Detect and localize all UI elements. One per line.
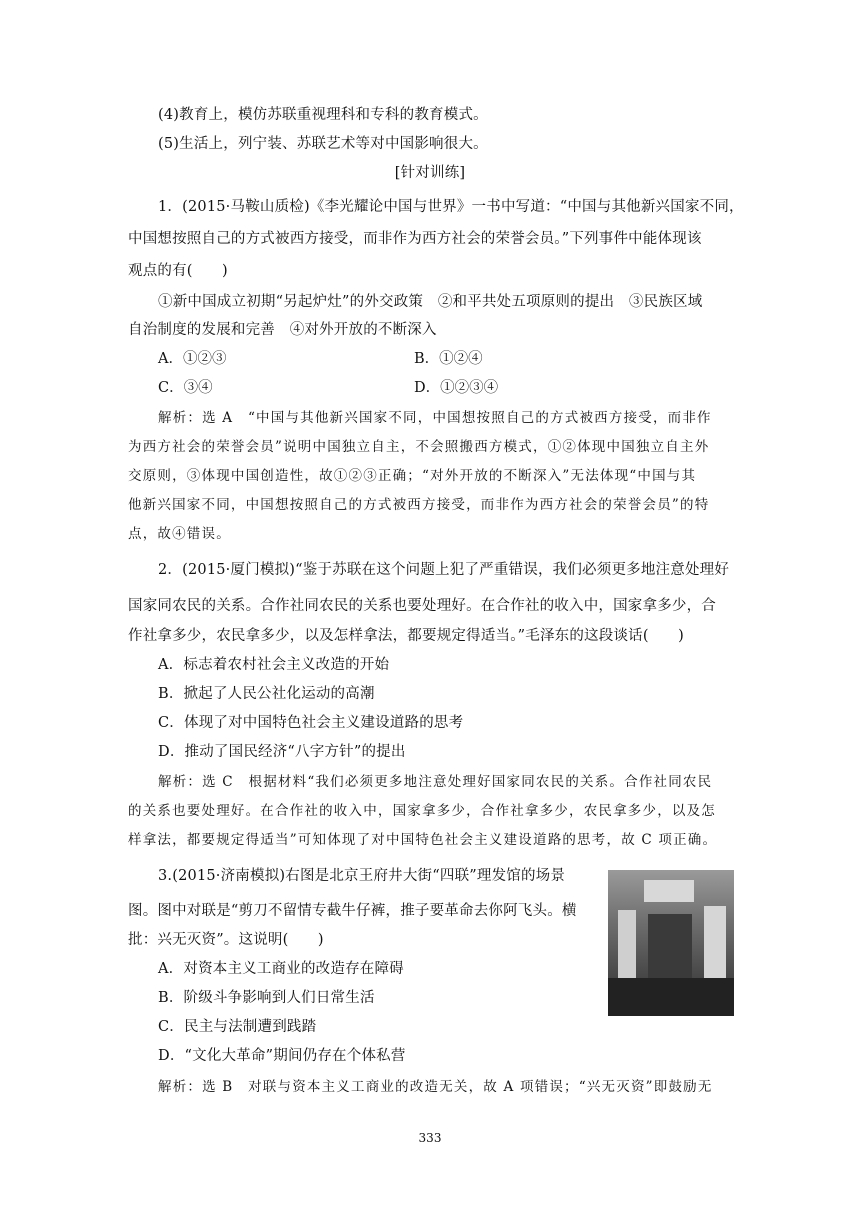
q1-option-a: A．①②③ — [158, 351, 227, 367]
q3-stem-2: 图。图中对联是“剪刀不留情专截牛仔裤，推子要革命去你阿飞头。横 — [128, 903, 577, 919]
q2-stem-1: 2．(2015·厦门模拟)“鉴于苏联在这个问题上犯了严重错误，我们必须更多地注意处理好 — [158, 562, 730, 578]
q1-stem-2: 中国想按照自己的方式被西方接受，而非作为西方社会的荣誉会员。”下列事件中能体现该 — [128, 231, 702, 247]
intro-line-5: (5)生活上，列宁装、苏联艺术等对中国影响很大。 — [158, 136, 488, 152]
q1-option-d: D．①②③④ — [414, 380, 499, 396]
q3-option-d: D．“文化大革命”期间仍存在个体私营 — [158, 1048, 406, 1064]
q1-item-line-1: ①新中国成立初期“另起炉灶”的外交政策 ②和平共处五项原则的提出 ③民族区域 — [158, 294, 703, 310]
q3-stem-3: 批：兴无灭资”。这说明( ) — [128, 932, 324, 948]
q2-option-d: D．推动了国民经济“八字方针”的提出 — [158, 744, 406, 760]
page-number: 333 — [418, 1131, 442, 1145]
q2-option-c: C．体现了对中国特色社会主义建设道路的思考 — [158, 715, 464, 731]
q3-stem-1: 3.(2015·济南模拟)右图是北京王府井大街“四联”理发馆的场景 — [158, 868, 566, 884]
q1-option-c: C．③④ — [158, 380, 213, 396]
q1-stem-1: 1．(2015·马鞍山质检)《李光耀论中国与世界》一书中写道：“中国与其他新兴国家不同， — [158, 199, 744, 215]
photo-couplet-left — [618, 910, 636, 986]
q1-option-b: B．①②④ — [414, 351, 483, 367]
q1-item-line-2: 自治制度的发展和完善 ④对外开放的不断深入 — [128, 322, 437, 338]
q2-option-a: A．标志着农村社会主义改造的开始 — [158, 657, 390, 673]
photo-crowd — [608, 978, 734, 1016]
q2-stem-3: 作社拿多少，农民拿多少，以及怎样拿法，都要规定得适当。”毛泽东的这段谈话( ) — [128, 628, 684, 644]
q3-analysis-1: 解析：选 B 对联与资本主义工商业的改造无关，故 A 项错误；“兴无灭资”即鼓励无 — [158, 1079, 713, 1095]
q1-analysis-5: 点，故④错误。 — [128, 526, 231, 542]
q2-option-b: B．掀起了人民公社化运动的高潮 — [158, 686, 375, 702]
q1-analysis-1: 解析：选 A “中国与其他新兴国家不同，中国想按照自己的方式被西方接受，而非作 — [158, 410, 712, 426]
q1-analysis-2: 为西方社会的荣誉会员”说明中国独立自主，不会照搬西方模式，①②体现中国独立自主外 — [128, 439, 710, 455]
q2-analysis-1: 解析：选 C 根据材料“我们必须更多地注意处理好国家同农民的关系。合作社同农民 — [158, 774, 713, 790]
q3-option-a: A．对资本主义工商业的改造存在障碍 — [158, 961, 404, 977]
q3-option-c: C．民主与法制遭到践踏 — [158, 1019, 317, 1035]
photo-shop-sign — [644, 880, 694, 902]
q1-analysis-4: 他新兴国家不同，中国想按照自己的方式被西方接受，而非作为西方社会的荣誉会员”的特 — [128, 497, 710, 513]
q1-analysis-3: 交原则，③体现中国创造性，故①②③正确；“对外开放的不断深入”无法体现“中国与其 — [128, 468, 697, 484]
q2-stem-2: 国家同农民的关系。合作社同农民的关系也要处理好。在合作社的收入中，国家拿多少，合 — [128, 598, 716, 614]
q1-stem-3: 观点的有( ) — [128, 263, 228, 279]
photo-doorway — [648, 914, 692, 984]
q2-analysis-2: 的关系也要处理好。在合作社的收入中，国家拿多少，合作社拿多少，农民拿多少，以及怎 — [128, 803, 716, 819]
intro-line-4: (4)教育上，模仿苏联重视理科和专科的教育模式。 — [158, 107, 488, 123]
barbershop-photo — [608, 870, 734, 1016]
section-title: [针对训练] — [394, 165, 466, 181]
q2-analysis-3: 样拿法，都要规定得适当”可知体现了对中国特色社会主义建设道路的思考，故 C 项正确。 — [128, 832, 718, 848]
q3-option-b: B．阶级斗争影响到人们日常生活 — [158, 990, 375, 1006]
